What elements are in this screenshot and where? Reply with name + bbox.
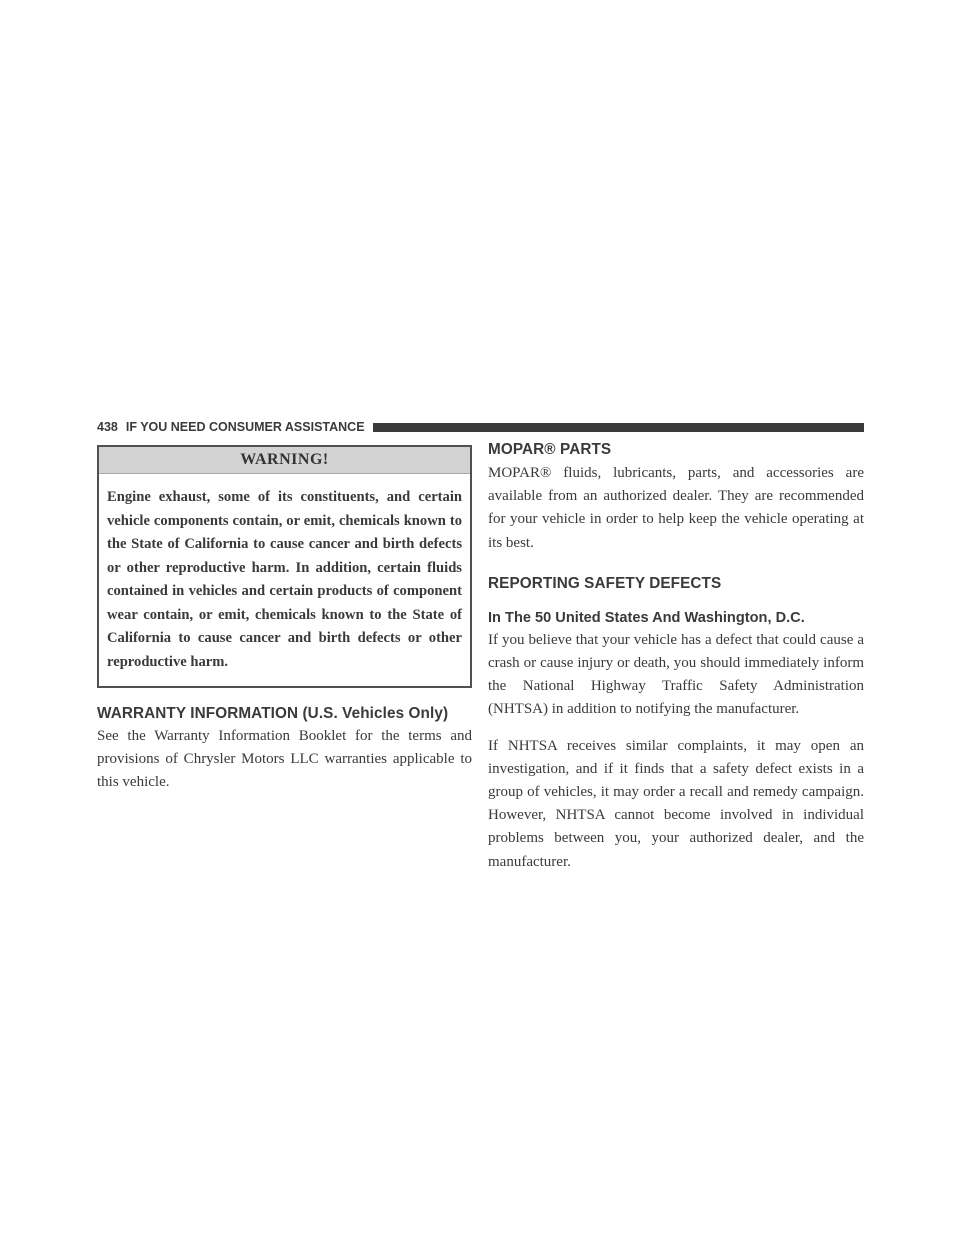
- reporting-heading: REPORTING SAFETY DEFECTS: [488, 574, 722, 592]
- warning-title: WARNING!: [99, 447, 470, 474]
- warning-box: [97, 445, 472, 688]
- mopar-text: MOPAR® fluids, lubricants, parts, and accessories are available from an authorized dealer. They are recommended for your vehicle in order to help keep the vehicle operating at its best.: [488, 465, 864, 551]
- reporting-paragraph-2: If NHTSA receives similar complaints, it may open an investigation, and if it finds that a safety defect exists in a group of vehicles, it may order a recall and remedy campaign. However, NHTSA cannot become involved in individual problems between you, your authorized dealer, and the manufacturer.: [488, 737, 864, 870]
- mopar-heading: MOPAR® PARTS: [488, 441, 612, 458]
- warning-text: Engine exhaust, some of its constituents, and certain vehicle components contain, or emit, chemicals known to the State of California to cause cancer and birth defects or other reproductive harm. In addition, certain fluids contained in vehicles and certain products of component wear contain, or emit, chemicals known to the State of California to cause cancer and birth defects or other reproductive harm.: [107, 489, 462, 670]
- warranty-text: See the Warranty Information Booklet for the terms and provisions of Chrysler Motors LLC warranties applicable to this vehicle.: [97, 728, 472, 791]
- reporting-subheading: In The 50 United States And Washington, D.C.: [488, 609, 805, 626]
- right-column: [488, 441, 864, 874]
- chapter-title: IF YOU NEED CONSUMER ASSISTANCE: [125, 420, 365, 434]
- header-rule: [373, 423, 864, 432]
- reporting-paragraph-1: If you believe that your vehicle has a defect that could cause a crash or cause injury or death, you should immediately inform the National Highway Traffic Safety Administration (NHTSA) in addition to notifying the manufacturer.: [488, 631, 864, 718]
- running-header: [97, 419, 864, 435]
- warranty-heading: WARRANTY INFORMATION (U.S. Vehicles Only): [97, 705, 449, 722]
- left-column: [97, 445, 472, 795]
- page-number: 438: [97, 420, 118, 434]
